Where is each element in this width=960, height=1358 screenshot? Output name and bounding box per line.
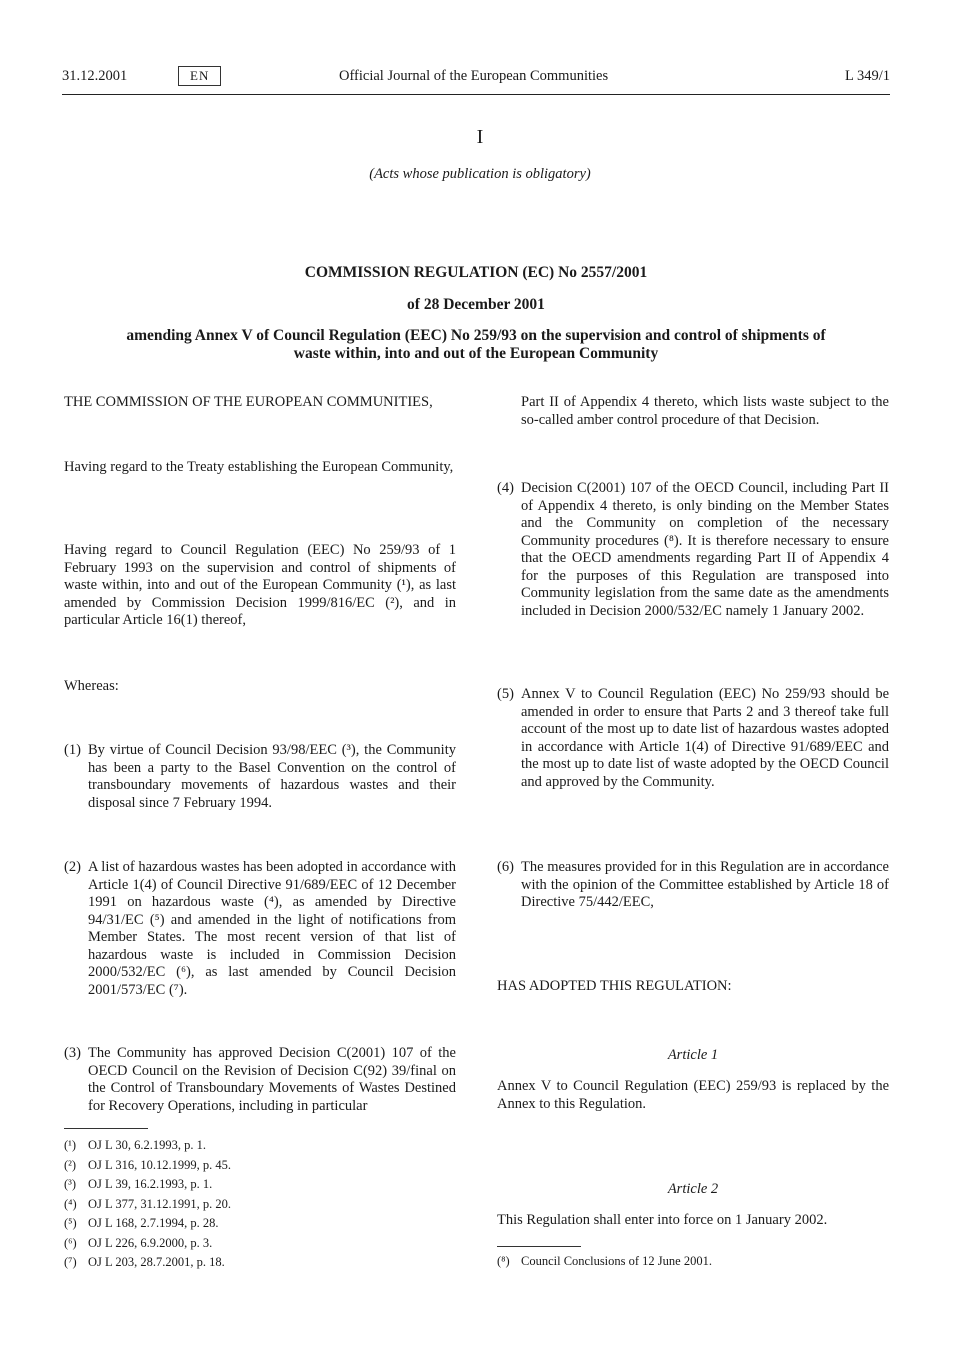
recital-6 [497, 859, 889, 912]
regulation-title: COMMISSION REGULATION (EC) No 2557/2001 [304, 264, 648, 281]
article-2-heading: Article 2 [667, 1181, 719, 1197]
recital-number: (1) [64, 742, 81, 758]
section-number: I [476, 126, 484, 148]
language-badge: EN [178, 66, 221, 86]
footnote: (³) OJ L 39, 16.2.1993, p. 1. [64, 1177, 213, 1191]
page-header [62, 68, 890, 90]
publication-date: 31.12.2001 [62, 68, 128, 84]
footnotes-right [497, 1252, 889, 1272]
recital-text: Annex V to Council Regulation (EEC) No 259/93 should be amended in order to ensure that Parts 2 and 3 thereof take full account of the most up to date list of hazardous wastes adopted in accordance with Article 1(4) of Directive 91/689/EEC and the most up to date list of waste adopted by the OECD Council and approved by the Community. [521, 686, 889, 790]
footnote: (⁸) Council Conclusions of 12 June 2001. [497, 1254, 712, 1268]
footnote: (²) OJ L 316, 10.12.1999, p. 45. [64, 1157, 231, 1172]
footnote-divider [497, 1246, 581, 1247]
article-1-text: Annex V to Council Regulation (EEC) 259/93 is replaced by the Annex to this Regulation. [497, 1078, 889, 1112]
recital-number: (3) [64, 1045, 81, 1061]
recital-number: (5) [497, 686, 514, 702]
whereas-label: Whereas: [64, 678, 119, 694]
recital-text: Part II of Appendix 4 thereto, which lists waste subject to the so-called amber control procedure of that Decision. [521, 394, 889, 428]
recital-1 [64, 742, 456, 812]
preamble-commission: THE COMMISSION OF THE EUROPEAN COMMUNITIES, [64, 394, 433, 410]
recital-3 [64, 1045, 456, 1115]
adoption-statement: HAS ADOPTED THIS REGULATION: [497, 978, 732, 994]
recital-4 [497, 480, 889, 620]
recital-text: By virtue of Council Decision 93/98/EEC (³), the Community has been a party to the Basel Convention on the control of transboundary movements of hazardous wastes and their disposal since 7 February 1994. [88, 742, 456, 811]
page-number: L 349/1 [845, 68, 890, 84]
recital-3-continued [497, 394, 889, 429]
footnote: (⁷) OJ L 203, 28.7.2001, p. 18. [64, 1255, 225, 1269]
article-2-text: This Regulation shall enter into force on 1 January 2002. [497, 1212, 828, 1228]
recital-text: Decision C(2001) 107 of the OECD Council, including Part II of Appendix 4 thereto, is only binding on the Member States and the Community on completion of the necessary Community procedures (⁸). It is therefore necessary to ensure that the OECD amendments regarding Part II of Appendix 4 for the purposes of this Regulation are transposed into Community legislation from the same date as the amendments included in Decision 2000/532/EC namely 1 January 2002. [521, 480, 889, 619]
header-divider [62, 94, 890, 95]
footnote-divider [64, 1128, 148, 1129]
recital-text: The Community has approved Decision C(2001) 107 of the OECD Council on the Revision of Decision C(92) 39/final on the Control of Transboundary Movements of Wastes Destined for Recovery Operations, including in particular [88, 1045, 456, 1114]
preamble-regard-regulation: Having regard to Council Regulation (EEC) No 259/93 of 1 February 1993 on the supervision and control of shipments of waste within, into and out of the European Community (¹), as last amended by Commission Decision 1999/816/EC (²), and in particular Article 16(1) thereof, [64, 542, 456, 628]
regulation-date: of 28 December 2001 [407, 296, 545, 313]
recital-text: The measures provided for in this Regulation are in accordance with the opinion of the Committee established by Article 18 of Directive 75/442/EEC, [521, 859, 889, 910]
footnote: (⁴) OJ L 377, 31.12.1991, p. 20. [64, 1196, 231, 1211]
footnote: (¹) OJ L 30, 6.2.1993, p. 1. [64, 1138, 206, 1152]
regulation-subtitle: amending Annex V of Council Regulation (EEC) No 259/93 on the supervision and control of shipments of waste within, into and out of the European Community [126, 327, 826, 362]
recital-number: (4) [497, 480, 514, 496]
article-1-heading: Article 1 [667, 1047, 719, 1063]
recital-number: (2) [64, 859, 81, 875]
footnotes-left [64, 1136, 456, 1273]
recital-2 [64, 859, 456, 999]
recital-number: (6) [497, 859, 514, 875]
section-note: (Acts whose publication is obligatory) [369, 166, 591, 182]
recital-5 [497, 686, 889, 791]
recital-text: A list of hazardous wastes has been adopted in accordance with Article 1(4) of Council Directive 91/689/EEC of 12 December 1991 on hazardous waste (⁴), as amended by Directive 94/31/EC (⁵) and amended in the light of notifications from Member States. The most recent version of that list of hazardous waste is included in Commission Decision 2000/532/EC (⁶), as last amended by Council Decision 2001/573/EC (⁷). [88, 859, 457, 998]
footnote: (⁵) OJ L 168, 2.7.1994, p. 28. [64, 1216, 219, 1230]
journal-title: Official Journal of the European Communities [339, 68, 609, 84]
footnote: (⁶) OJ L 226, 6.9.2000, p. 3. [64, 1235, 213, 1250]
preamble-regard-treaty: Having regard to the Treaty establishing the European Community, [64, 459, 454, 475]
